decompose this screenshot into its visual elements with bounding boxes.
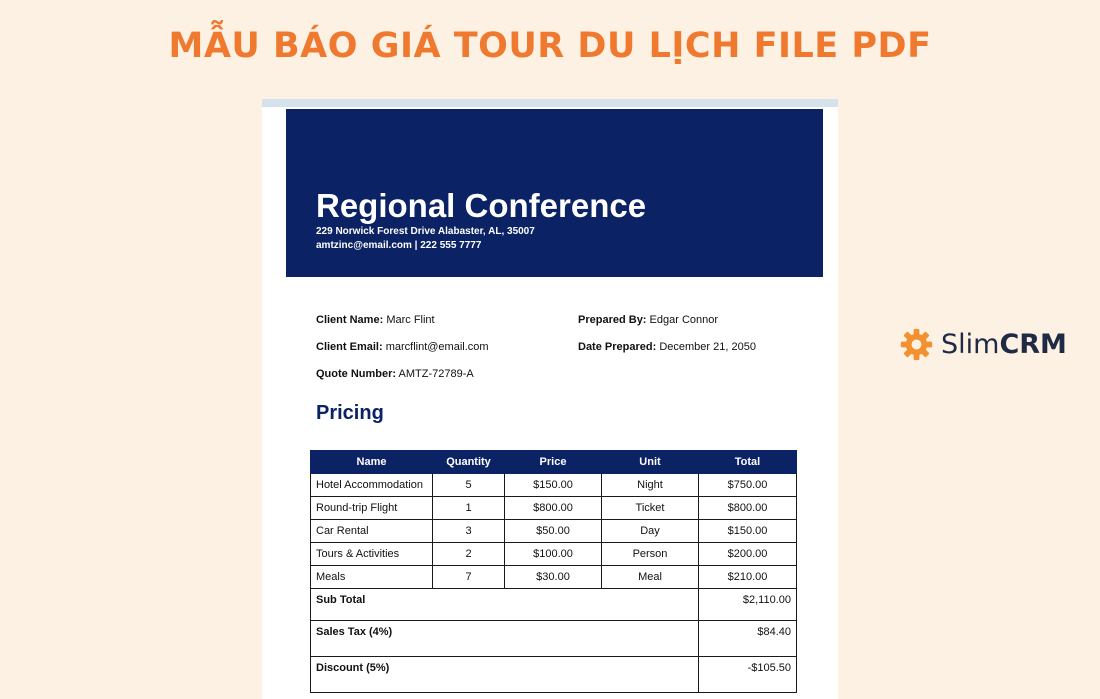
date-prepared-label: Date Prepared:: [578, 341, 657, 353]
date-prepared: [578, 341, 756, 353]
item-unit: Day: [602, 520, 699, 543]
date-prepared-value: December 21, 2050: [659, 341, 756, 353]
company-contact: amtzinc@email.com | 222 555 7777: [316, 240, 482, 251]
client-email-label: Client Email:: [316, 341, 383, 353]
item-unit: Ticket: [602, 497, 699, 520]
client-name-label: Client Name:: [316, 314, 384, 326]
sales-tax-label: Sales Tax (4%): [311, 621, 699, 657]
item-quantity: 5: [433, 474, 505, 497]
client-email-value: marcflint@email.com: [385, 341, 489, 353]
item-quantity: 7: [433, 566, 505, 589]
item-total: $200.00: [699, 543, 797, 566]
client-email: [316, 341, 489, 353]
document-header: [286, 109, 823, 277]
item-name: Tours & Activities: [311, 543, 433, 566]
pricing-heading: Pricing: [316, 402, 384, 424]
item-total: $750.00: [699, 474, 797, 497]
item-name: Round-trip Flight: [311, 497, 433, 520]
discount-row: [311, 657, 797, 693]
column-header: Name: [311, 451, 433, 474]
table-header-row: [311, 451, 797, 474]
quote-number: [316, 368, 474, 380]
quote-number-label: Quote Number:: [316, 368, 397, 380]
table-row: [311, 543, 797, 566]
table-row: [311, 474, 797, 497]
item-price: $800.00: [505, 497, 602, 520]
subtotal-value: $2,110.00: [699, 589, 797, 621]
company-address: 229 Norwick Forest Drive Alabaster, AL, 35007: [316, 226, 535, 237]
brand-logo: [900, 326, 1067, 362]
table-row: [311, 520, 797, 543]
item-name: Meals: [311, 566, 433, 589]
prepared-by-value: Edgar Connor: [649, 314, 719, 326]
discount-label: Discount (5%): [311, 657, 699, 693]
item-total: $210.00: [699, 566, 797, 589]
item-quantity: 2: [433, 543, 505, 566]
item-quantity: 3: [433, 520, 505, 543]
table-row: [311, 497, 797, 520]
sales-tax-row: [311, 621, 797, 657]
quote-document: [262, 99, 838, 699]
gear-icon: [900, 328, 933, 361]
column-header: Quantity: [433, 451, 505, 474]
document-title: Regional Conference: [316, 187, 647, 224]
brand-name: [941, 329, 1067, 360]
subtotal-label: Sub Total: [311, 589, 699, 621]
brand-name-light: Slim: [941, 328, 1000, 360]
item-name: Hotel Accommodation: [311, 474, 433, 497]
item-price: $30.00: [505, 566, 602, 589]
item-unit: Night: [602, 474, 699, 497]
banner-title: MẪU BÁO GIÁ TOUR DU LỊCH FILE PDF: [168, 26, 932, 66]
item-price: $100.00: [505, 543, 602, 566]
item-quantity: 1: [433, 497, 505, 520]
column-header: Price: [505, 451, 602, 474]
discount-value: -$105.50: [699, 657, 797, 693]
client-name: [316, 314, 435, 326]
item-total: $800.00: [699, 497, 797, 520]
client-name-value: Marc Flint: [386, 314, 435, 326]
quote-number-value: AMTZ-72789-A: [398, 368, 474, 380]
column-header: Unit: [602, 451, 699, 474]
table-row: [311, 566, 797, 589]
column-header: Total: [699, 451, 797, 474]
item-unit: Person: [602, 543, 699, 566]
prepared-by: [578, 314, 718, 326]
item-price: $50.00: [505, 520, 602, 543]
item-name: Car Rental: [311, 520, 433, 543]
sales-tax-value: $84.40: [699, 621, 797, 657]
pricing-table: [310, 450, 797, 693]
subtotal-row: [311, 589, 797, 621]
prepared-by-label: Prepared By:: [578, 314, 647, 326]
item-price: $150.00: [505, 474, 602, 497]
item-unit: Meal: [602, 566, 699, 589]
item-total: $150.00: [699, 520, 797, 543]
brand-name-bold: CRM: [999, 328, 1067, 360]
